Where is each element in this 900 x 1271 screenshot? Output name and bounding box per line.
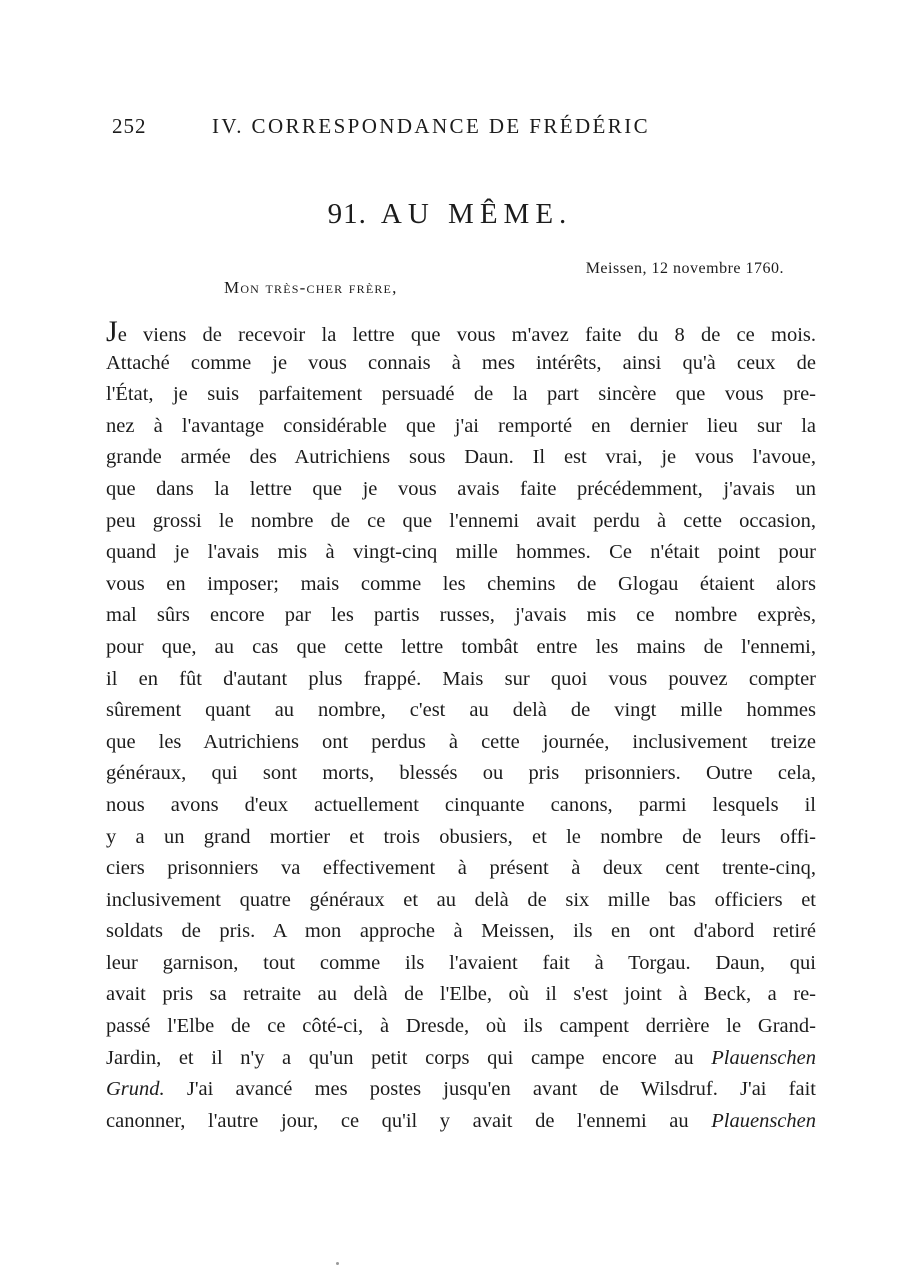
body-line: avait pris sa retraite au delà de l'Elbe, où il s'est joint à Beck, a re- — [106, 983, 816, 1006]
body-line: il en fût d'autant plus frappé. Mais sur quoi vous pouvez compter — [106, 667, 816, 690]
body-line: pour que, au cas que cette lettre tombât entre les mains de l'ennemi, — [106, 635, 816, 658]
body-line-text: canonner, l'autre jour, ce qu'il y avait de l'ennemi au — [106, 1109, 712, 1132]
body-line: vous en imposer; mais comme les chemins de Glogau étaient alors — [106, 572, 816, 595]
letter-title: AU MÊME. — [380, 198, 573, 230]
body-line: passé l'Elbe de ce côté-ci, à Dresde, où ils campent derrière le Grand- — [106, 1015, 816, 1038]
letter-dateline: Meissen, 12 novembre 1760. — [585, 260, 784, 277]
body-line: soldats de pris. A mon approche à Meissen, ils en ont d'abord retiré — [106, 920, 816, 943]
body-line: nous avons d'eux actuellement cinquante canons, parmi lesquels il — [106, 793, 816, 816]
body-line-text: Jardin, et il n'y a qu'un petit corps qui campe encore au — [106, 1046, 712, 1069]
body-line: que les Autrichiens ont perdus à cette journée, inclusivement treize — [106, 730, 816, 753]
body-line: leur garnison, tout comme ils l'avaient fait à Torgau. Daun, qui — [106, 951, 816, 974]
body-line: mal sûrs encore par les partis russes, j'avais mis ce nombre exprès, — [106, 604, 816, 627]
body-line: généraux, qui sont morts, blessés ou pris prisonniers. Outre cela, — [106, 762, 816, 785]
body-line: Je viens de recevoir la lettre que vous m'avez faite du 8 de ce mois. — [106, 316, 816, 348]
letter-number: 91. — [327, 198, 367, 230]
italic-place-name: Plauenschen — [711, 1109, 816, 1132]
body-line — [106, 1043, 816, 1075]
italic-place-name: Grund. — [106, 1078, 165, 1101]
body-line: quand je l'avais mis à vingt-cinq mille hommes. Ce n'était point pour — [106, 541, 816, 564]
letter-body — [106, 316, 816, 1137]
body-line: ciers prisonniers va effectivement à présent à deux cent trente-cinq, — [106, 857, 816, 880]
body-line: Attaché comme je vous connais à mes intérêts, ainsi qu'à ceux de — [106, 351, 816, 374]
running-title: IV. CORRESPONDANCE DE FRÉDÉRIC — [212, 114, 650, 138]
body-line: grande armée des Autrichiens sous Daun. Il est vrai, je vous l'avoue, — [106, 446, 816, 469]
body-line: que dans la lettre que je vous avais faite précédemment, j'avais un — [106, 477, 816, 500]
body-line: y a un grand mortier et trois obusiers, et le nombre de leurs offi- — [106, 825, 816, 848]
body-line: inclusivement quatre généraux et au delà de six mille bas officiers et — [106, 888, 816, 911]
body-line: nez à l'avantage considérable que j'ai remporté en dernier lieu sur la — [106, 414, 816, 437]
page-number: 252 — [112, 114, 147, 138]
body-line: peu grossi le nombre de ce que l'ennemi avait perdu à cette occasion, — [106, 509, 816, 532]
letter-salutation: Mon très-cher frère, — [224, 278, 398, 297]
footer-dot — [336, 1262, 339, 1265]
running-head — [112, 114, 722, 144]
body-line-text: J'ai avancé mes postes jusqu'en avant de Wilsdruf. J'ai fait — [164, 1078, 816, 1101]
body-line: sûrement quant au nombre, c'est au delà de vingt mille hommes — [106, 699, 816, 722]
body-line — [106, 1074, 816, 1106]
body-line: l'État, je suis parfaitement persuadé de la part sincère que vous pre- — [106, 383, 816, 406]
body-line — [106, 1106, 816, 1138]
letter-heading — [0, 198, 900, 231]
italic-place-name: Plauenschen — [711, 1046, 816, 1069]
